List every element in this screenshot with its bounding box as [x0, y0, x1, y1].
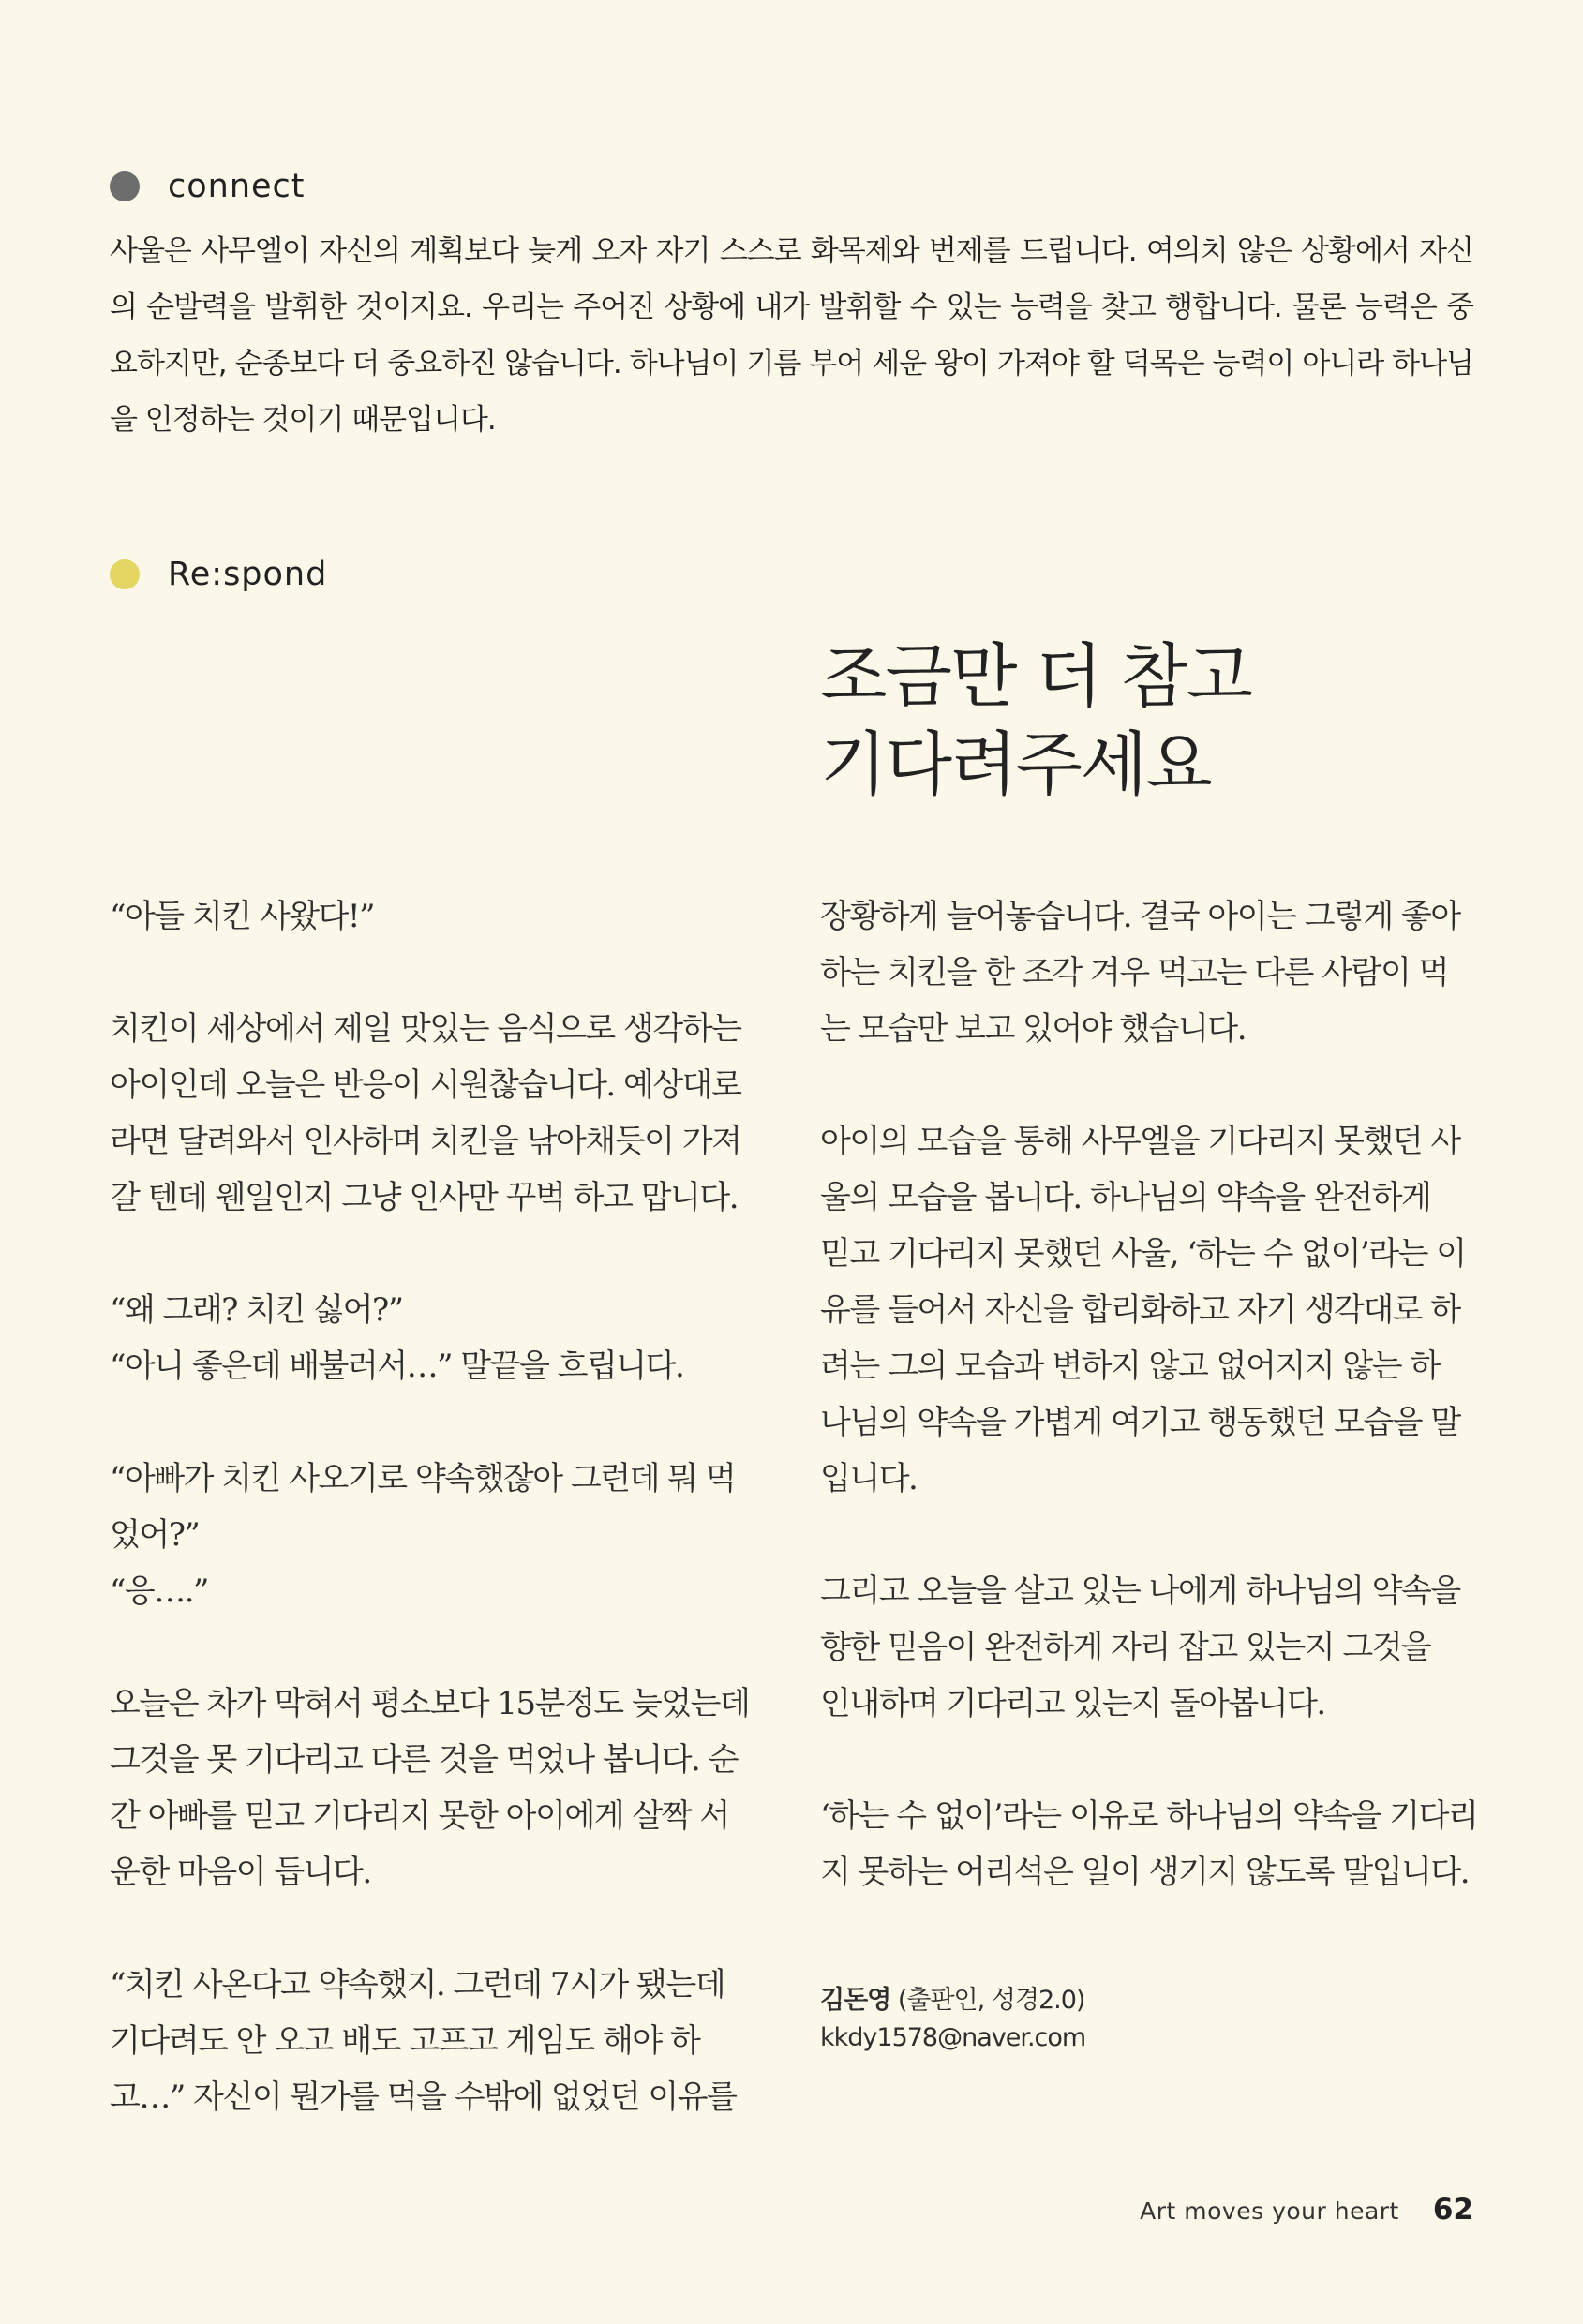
article-paragraph — [820, 1563, 1476, 1732]
article-left-column — [110, 888, 766, 2125]
article-line: 유를 들어서 자신을 합리화하고 자기 생각대로 하 — [820, 1291, 1460, 1329]
article-line: 었어?” — [110, 1516, 200, 1554]
article-paragraph — [110, 1676, 766, 1900]
article-line: 입니다. — [820, 1460, 918, 1497]
article-line: 치킨이 세상에서 제일 맛있는 음식으로 생각하는 — [110, 1010, 741, 1048]
article-paragraph — [110, 888, 766, 945]
author-credit — [820, 1982, 1085, 2057]
article-line: 갈 텐데 웬일인지 그냥 인사만 꾸벅 하고 맙니다. — [110, 1179, 738, 1216]
article-line: “아들 치킨 사왔다!” — [110, 898, 374, 935]
article-line: 아이인데 오늘은 반응이 시원찮습니다. 예상대로 — [110, 1066, 741, 1104]
page-number: 62 — [1432, 2193, 1473, 2227]
connect-heading — [110, 168, 306, 205]
article-line: 울의 모습을 봅니다. 하나님의 약속을 완전하게 — [820, 1179, 1431, 1216]
article-line: 오늘은 차가 막혀서 평소보다 15분정도 늦었는데 — [110, 1685, 750, 1722]
connect-bullet-icon — [110, 171, 140, 201]
article-paragraph — [820, 1113, 1476, 1507]
article-title-line-1: 조금만 더 참고 — [820, 636, 1251, 717]
page-footer — [1140, 2193, 1473, 2227]
author-email: kkdy1578@naver.com — [820, 2023, 1086, 2052]
article-line: 는 모습만 보고 있어야 했습니다. — [820, 1010, 1247, 1048]
article-line: 향한 믿음이 완전하게 자리 잡고 있는지 그것을 — [820, 1629, 1431, 1666]
article-line: 아이의 모습을 통해 사무엘을 기다리지 못했던 사 — [820, 1123, 1460, 1160]
article-paragraph — [110, 1001, 766, 1226]
article-paragraph — [110, 1282, 766, 1394]
article-line: 그리고 오늘을 살고 있는 나에게 하나님의 약속을 — [820, 1572, 1460, 1610]
article-line: 하는 치킨을 한 조각 겨우 먹고는 다른 사람이 먹 — [820, 954, 1448, 991]
article-line: 려는 그의 모습과 변하지 않고 없어지지 않는 하 — [820, 1348, 1440, 1385]
article-right-column — [820, 888, 1476, 1900]
article-line: 인내하며 기다리고 있는지 돌아봅니다. — [820, 1685, 1325, 1722]
article-line: 장황하게 늘어놓습니다. 결국 아이는 그렇게 좋아 — [820, 898, 1460, 935]
article-line: ‘하는 수 없이’라는 이유로 하나님의 약속을 기다리 — [820, 1797, 1478, 1835]
connect-paragraph: 사울은 사무엘이 자신의 계획보다 늦게 오자 자기 스스로 화목제와 번제를 드립니다. 여의치 않은 상황에서 자신의 순발력을 발휘한 것이지요. 우리는 주어진 상황에 내가 발휘할 수 있는 능력을 찾고 행합니다. 물론 능력은 중요하지만, 순종보다 더 중요하진 않습니다. 하나님이 기름 부어 세운 왕이 가져야 할 덕목은 능력이 아니라 하나님을 인정하는 것이기 때문입니다. — [110, 234, 1473, 437]
article-line: 지 못하는 어리석은 일이 생기지 않도록 말입니다. — [820, 1854, 1470, 1891]
article-line: “응….” — [110, 1572, 208, 1610]
article-line: 나님의 약속을 가볍게 여기고 행동했던 모습을 말 — [820, 1404, 1460, 1441]
respond-label: Re:spond — [168, 556, 328, 593]
article-line: 기다려도 안 오고 배도 고프고 게임도 해야 하 — [110, 2022, 700, 2060]
article-paragraph — [820, 888, 1476, 1057]
author-affiliation: (출판인, 성경2.0) — [897, 1986, 1085, 2015]
article-title-line-2: 기다려주세요 — [820, 724, 1211, 805]
article-title — [820, 633, 1476, 809]
article-line: 간 아빠를 믿고 기다리지 못한 아이에게 살짝 서 — [110, 1797, 729, 1835]
connect-label: connect — [168, 168, 306, 205]
article-line: 믿고 기다리지 못했던 사울, ‘하는 수 없이’라는 이 — [820, 1235, 1466, 1273]
article-line: 고…” 자신이 뭔가를 먹을 수밖에 없었던 이유를 — [110, 2078, 737, 2116]
article-line: “아니 좋은데 배불러서…” 말끝을 흐립니다. — [110, 1348, 684, 1385]
article-paragraph — [820, 1788, 1476, 1900]
author-name: 김돈영 — [820, 1986, 891, 2015]
article-paragraph — [110, 1451, 766, 1619]
article-line: “치킨 사온다고 약속했지. 그런데 7시가 됐는데 — [110, 1966, 725, 2004]
article-paragraph — [110, 1957, 766, 2125]
article-line: 라면 달려와서 인사하며 치킨을 낚아채듯이 가져 — [110, 1123, 741, 1160]
author-line — [820, 1982, 1085, 2019]
article-line: 그것을 못 기다리고 다른 것을 먹었나 봅니다. 순 — [110, 1741, 738, 1779]
footer-tagline: Art moves your heart — [1140, 2197, 1399, 2225]
article-line: “왜 그래? 치킨 싫어?” — [110, 1291, 403, 1329]
article-line: “아빠가 치킨 사오기로 약속했잖아 그런데 뭐 먹 — [110, 1460, 736, 1497]
respond-heading — [110, 556, 327, 593]
article-line: 운한 마음이 듭니다. — [110, 1854, 371, 1891]
respond-bullet-icon — [110, 559, 140, 589]
